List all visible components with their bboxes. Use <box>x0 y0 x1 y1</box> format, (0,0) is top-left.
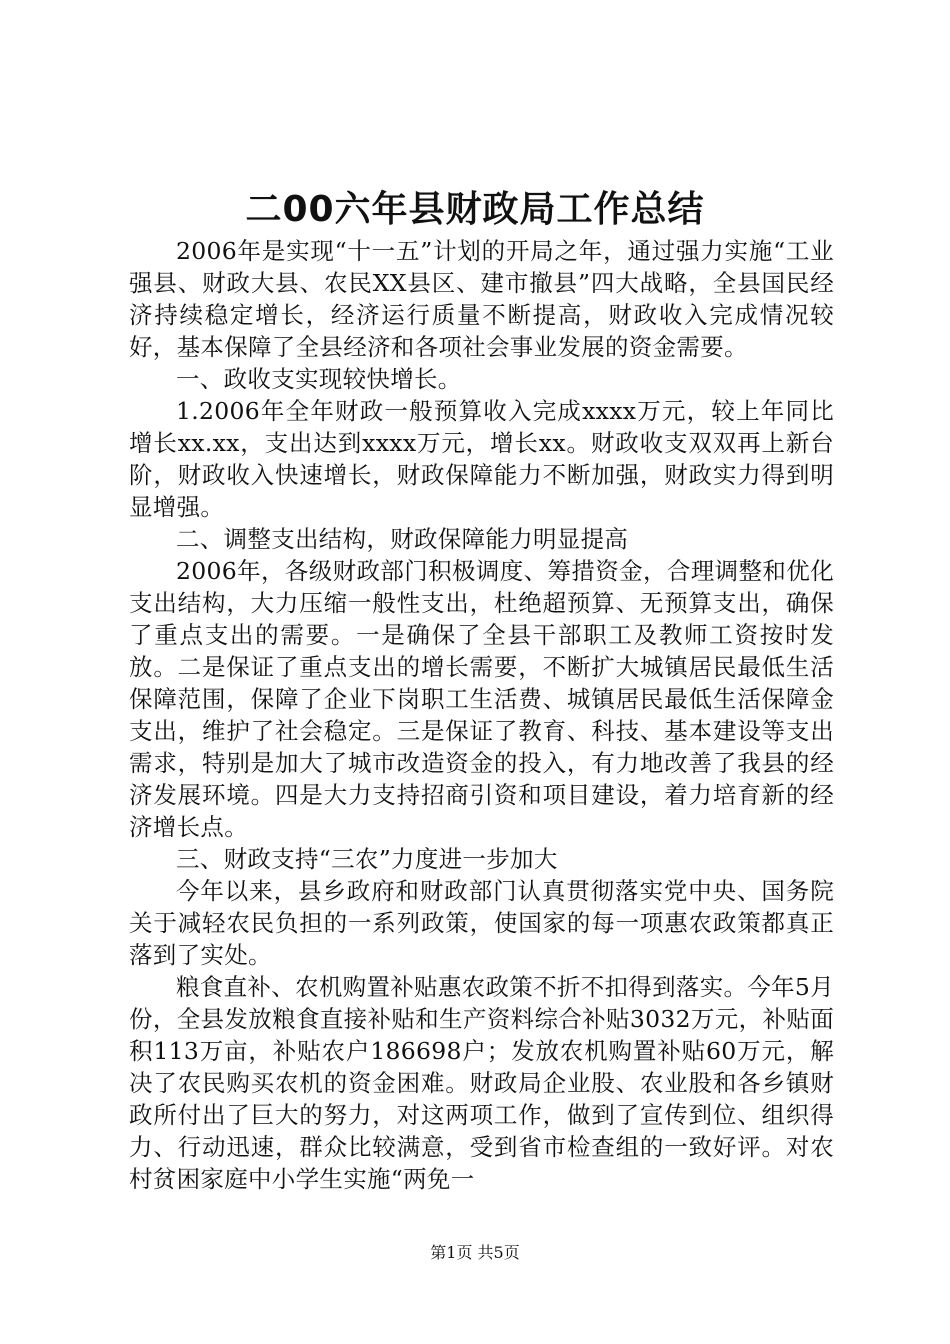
paragraph-intro: 2006年是实现“十一五”计划的开局之年，通过强力实施“工业强县、财政大县、农民XX县区、建市撤县”四大战略，全县国民经济持续稳定增长，经济运行质量不断提高，财政收入完成情况较好，基本保障了全县经济和各项社会事业发展的资金需要。 <box>129 237 834 361</box>
heading-section-3: 三、财政支持“三农”力度进一步加大 <box>176 845 558 873</box>
page-number-footer: 第1页 共5页 <box>430 1243 520 1262</box>
heading-section-1: 一、政收支实现较快增长。 <box>176 365 462 393</box>
document-title: 二00六年县财政局工作总结 <box>245 189 705 230</box>
paragraph-section-1-item-1: 1.2006年全年财政一般预算收入完成xxxx万元，较上年同比增长xx.xx，支出达到xxxx万元，增长xx。财政收支双双再上新台阶，财政收入快速增长，财政保障能力不断加强，财政实力得到明显增强。 <box>129 397 834 521</box>
paragraph-section-2: 2006年，各级财政部门积极调度、筹措资金，合理调整和优化支出结构，大力压缩一般性支出，杜绝超预算、无预算支出，确保了重点支出的需要。一是确保了全县干部职工及教师工资按时发放。二是保证了重点支出的增长需要，不断扩大城镇居民最低生活保障范围，保障了企业下岗职工生活费、城镇居民最低生活保障金支出，维护了社会稳定。三是保证了教育、科技、基本建设等支出需求，特别是加大了城市改造资金的投入，有力地改善了我县的经济发展环境。四是大力支持招商引资和项目建设，着力培育新的经济增长点。 <box>129 557 834 841</box>
paragraph-section-3-intro: 今年以来，县乡政府和财政部门认真贯彻落实党中央、国务院关于减轻农民负担的一系列政策，使国家的每一项惠农政策都真正落到了实处。 <box>129 877 834 969</box>
paragraph-section-3-subsidy: 粮食直补、农机购置补贴惠农政策不折不扣得到落实。今年5月份，全县发放粮食直接补贴和生产资料综合补贴3032万元，补贴面积113万亩，补贴农户186698户；发放农机购置补贴60万元，解决了农民购买农机的资金困难。财政局企业股、农业股和各乡镇财政所付出了巨大的努力，对这两项工作，做到了宣传到位、组织得力、行动迅速，群众比较满意，受到省市检查组的一致好评。对农村贫困家庭中小学生实施“两免一 <box>129 973 834 1193</box>
heading-section-2: 二、调整支出结构，财政保障能力明显提高 <box>176 525 629 553</box>
document-body <box>129 235 834 1195</box>
